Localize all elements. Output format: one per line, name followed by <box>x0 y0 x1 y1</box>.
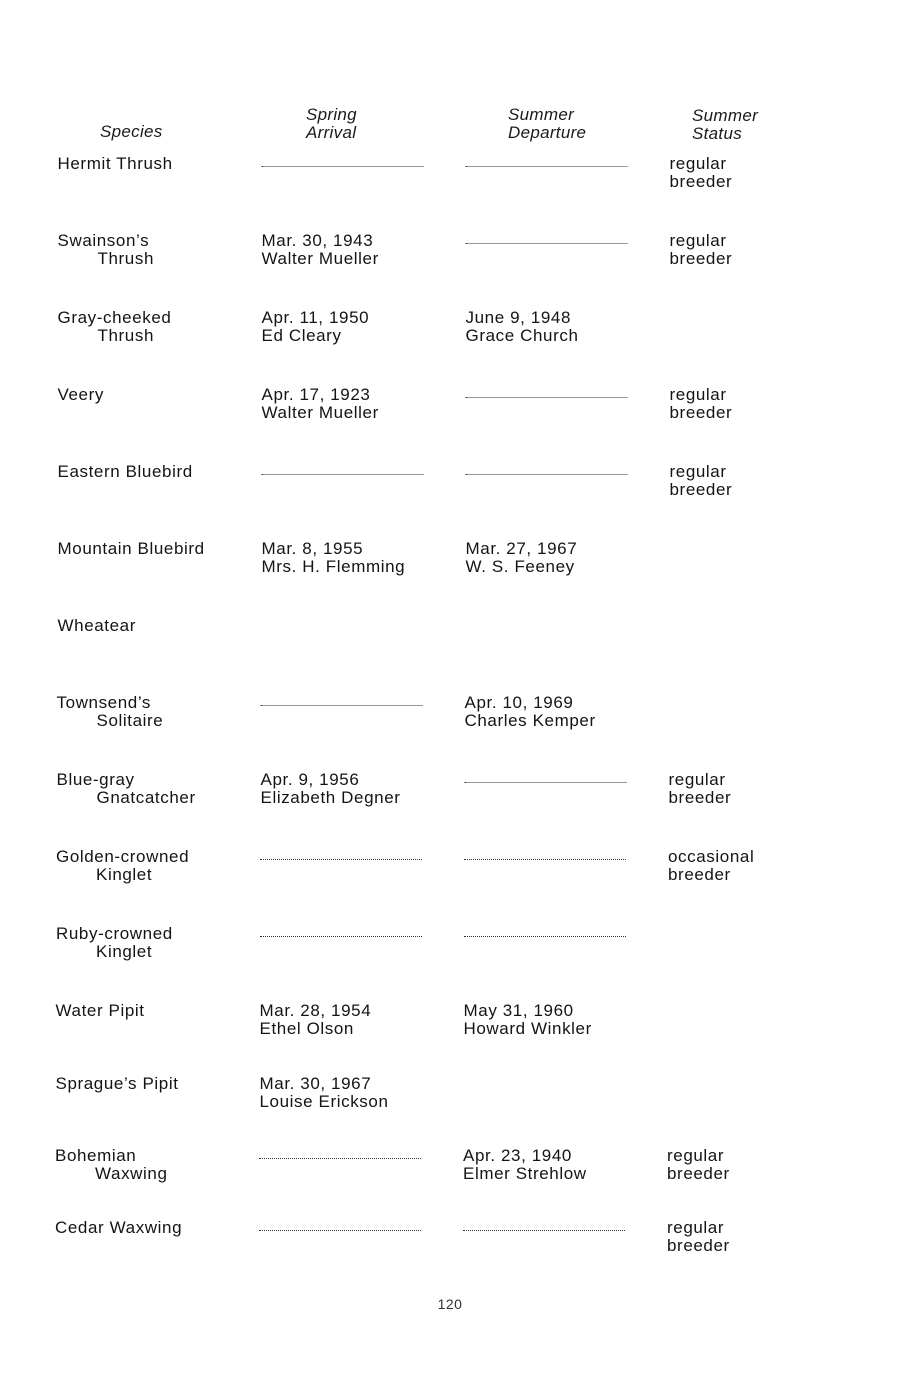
summer-status-line: breeder <box>669 480 733 499</box>
summer-departure-line: Howard Winkler <box>463 1019 592 1038</box>
species-line: Cedar Waxwing <box>55 1218 183 1237</box>
table-row <box>0 771 899 843</box>
blank-leader-spring-arrival <box>262 166 424 167</box>
summer-status-line: breeder <box>669 249 733 268</box>
blank-leader-spring-arrival <box>259 1230 421 1231</box>
species-line: Mountain Bluebird <box>57 539 205 558</box>
spring-arrival-line: Apr. 9, 1956 <box>260 770 360 789</box>
table-row <box>0 694 899 766</box>
summer-status-cell <box>667 1147 787 1183</box>
species-cell <box>58 540 248 558</box>
summer-status-cell <box>667 1219 787 1255</box>
species-line: Townsend’s <box>56 693 152 712</box>
summer-status-line: breeder <box>669 172 733 191</box>
species-line: Swainson’s <box>57 231 150 250</box>
spring-arrival-line: Ethel Olson <box>259 1019 354 1038</box>
spring-arrival-line: Louise Erickson <box>259 1092 389 1111</box>
species-cell <box>56 1002 246 1020</box>
species-cell <box>58 155 248 173</box>
species-line: Water Pipit <box>55 1001 145 1020</box>
blank-leader-spring-arrival <box>261 705 423 706</box>
species-line: Thrush <box>97 249 155 268</box>
header-line: Summer <box>508 105 575 124</box>
summer-departure-line: Charles Kemper <box>464 711 596 730</box>
summer-departure-cell <box>466 309 646 345</box>
species-cell <box>58 232 248 268</box>
summer-departure-line: W. S. Feeney <box>465 557 575 576</box>
summer-status-line: breeder <box>667 1236 730 1255</box>
summer-departure-cell <box>465 694 645 730</box>
summer-status-line: breeder <box>668 865 731 884</box>
species-line: Kinglet <box>96 865 153 884</box>
header-summer-departure <box>508 106 586 142</box>
species-line: Thrush <box>97 326 155 345</box>
spring-arrival-cell <box>261 771 441 807</box>
table-row <box>0 463 900 535</box>
summer-departure-line: Apr. 10, 1969 <box>464 693 574 712</box>
summer-status-line: breeder <box>668 788 732 807</box>
summer-departure-cell <box>466 540 646 576</box>
blank-leader-summer-departure <box>464 859 626 860</box>
summer-departure-line: Grace Church <box>465 326 579 345</box>
spring-arrival-cell <box>262 386 442 422</box>
spring-arrival-line: Elizabeth Degner <box>260 788 401 807</box>
summer-departure-line: Elmer Strehlow <box>463 1164 587 1183</box>
spring-arrival-cell <box>262 232 442 268</box>
species-cell <box>58 463 248 481</box>
summer-status-cell <box>670 155 790 191</box>
summer-status-line: regular <box>667 1146 725 1165</box>
blank-leader-summer-departure <box>466 166 628 167</box>
spring-arrival-cell <box>260 1002 440 1038</box>
species-line: Hermit Thrush <box>57 154 173 173</box>
blank-leader-summer-departure <box>464 936 626 937</box>
summer-status-cell <box>669 771 789 807</box>
header-line: Species <box>100 122 163 141</box>
header-line: Spring <box>306 105 357 124</box>
summer-departure-line: Mar. 27, 1967 <box>465 539 578 558</box>
summer-status-cell <box>668 848 788 884</box>
spring-arrival-line: Walter Mueller <box>261 403 379 422</box>
summer-departure-line: June 9, 1948 <box>465 308 572 327</box>
species-line: Gnatcatcher <box>96 788 196 807</box>
spring-arrival-line: Mar. 30, 1967 <box>259 1074 372 1093</box>
table-row <box>0 1219 897 1291</box>
spring-arrival-line: Apr. 11, 1950 <box>261 308 370 327</box>
header-line: Summer <box>692 106 759 125</box>
species-line: Ruby-crowned <box>56 924 173 943</box>
header-line: Departure <box>508 123 587 142</box>
table-row <box>0 925 898 997</box>
header-line: Status <box>692 124 742 143</box>
species-line: Wheatear <box>57 616 137 635</box>
summer-status-cell <box>670 463 790 499</box>
spring-arrival-line: Mar. 8, 1955 <box>261 539 364 558</box>
header-spring-arrival <box>306 106 357 142</box>
species-cell <box>57 694 247 730</box>
blank-leader-summer-departure <box>466 474 628 475</box>
summer-status-line: regular <box>669 231 727 250</box>
spring-arrival-cell <box>260 1075 440 1111</box>
species-cell <box>58 617 248 635</box>
species-line: Blue-gray <box>56 770 135 789</box>
table-row <box>0 232 900 304</box>
spring-arrival-cell <box>262 309 442 345</box>
summer-departure-cell <box>463 1147 643 1183</box>
table-row <box>0 1147 897 1219</box>
spring-arrival-cell <box>262 540 442 576</box>
spring-arrival-line: Mrs. H. Flemming <box>261 557 406 576</box>
species-line: Kinglet <box>96 942 153 961</box>
species-line: Waxwing <box>95 1164 168 1183</box>
summer-status-line: breeder <box>669 403 733 422</box>
species-line: Eastern Bluebird <box>57 462 193 481</box>
species-cell <box>55 1147 245 1183</box>
species-cell <box>56 925 246 961</box>
species-line: Solitaire <box>96 711 164 730</box>
table-row <box>0 617 900 689</box>
table-row <box>0 1002 898 1074</box>
summer-status-cell <box>670 232 790 268</box>
species-cell <box>58 309 248 345</box>
summer-status-cell <box>670 386 790 422</box>
blank-leader-summer-departure <box>466 243 628 244</box>
header-line: Arrival <box>306 123 357 142</box>
table-row <box>0 848 898 920</box>
summer-departure-cell <box>464 1002 644 1038</box>
table-row <box>0 386 900 458</box>
blank-leader-summer-departure <box>465 782 627 783</box>
summer-status-line: regular <box>668 770 726 789</box>
species-line: Golden-crowned <box>56 847 190 866</box>
spring-arrival-line: Mar. 30, 1943 <box>261 231 374 250</box>
table-row <box>0 1075 898 1147</box>
table-row <box>0 155 900 227</box>
species-cell <box>58 386 248 404</box>
summer-status-line: regular <box>669 154 727 173</box>
species-cell <box>56 1075 246 1093</box>
summer-status-line: breeder <box>667 1164 730 1183</box>
species-line: Veery <box>57 385 104 404</box>
species-line: Bohemian <box>55 1146 137 1165</box>
summer-status-line: regular <box>669 385 727 404</box>
table-row <box>0 540 900 612</box>
spring-arrival-line: Ed Cleary <box>261 326 342 345</box>
blank-leader-summer-departure <box>463 1230 625 1231</box>
blank-leader-summer-departure <box>466 397 628 398</box>
species-line: Sprague’s Pipit <box>55 1074 179 1093</box>
species-cell <box>55 1219 245 1237</box>
blank-leader-spring-arrival <box>260 936 422 937</box>
spring-arrival-line: Mar. 28, 1954 <box>259 1001 372 1020</box>
blank-leader-spring-arrival <box>259 1158 421 1159</box>
species-cell <box>56 848 246 884</box>
species-cell <box>57 771 247 807</box>
blank-leader-spring-arrival <box>260 859 422 860</box>
table-row <box>0 309 900 381</box>
header-species <box>100 123 163 141</box>
blank-leader-spring-arrival <box>262 474 424 475</box>
species-line: Gray-cheeked <box>57 308 172 327</box>
page-number: 120 <box>437 1296 463 1312</box>
summer-departure-line: May 31, 1960 <box>463 1001 574 1020</box>
header-summer-status <box>692 107 758 143</box>
summer-status-line: regular <box>669 462 727 481</box>
spring-arrival-line: Apr. 17, 1923 <box>261 385 371 404</box>
summer-status-line: regular <box>667 1218 725 1237</box>
summer-status-line: occasional <box>668 847 755 866</box>
spring-arrival-line: Walter Mueller <box>261 249 379 268</box>
summer-departure-line: Apr. 23, 1940 <box>463 1146 572 1165</box>
